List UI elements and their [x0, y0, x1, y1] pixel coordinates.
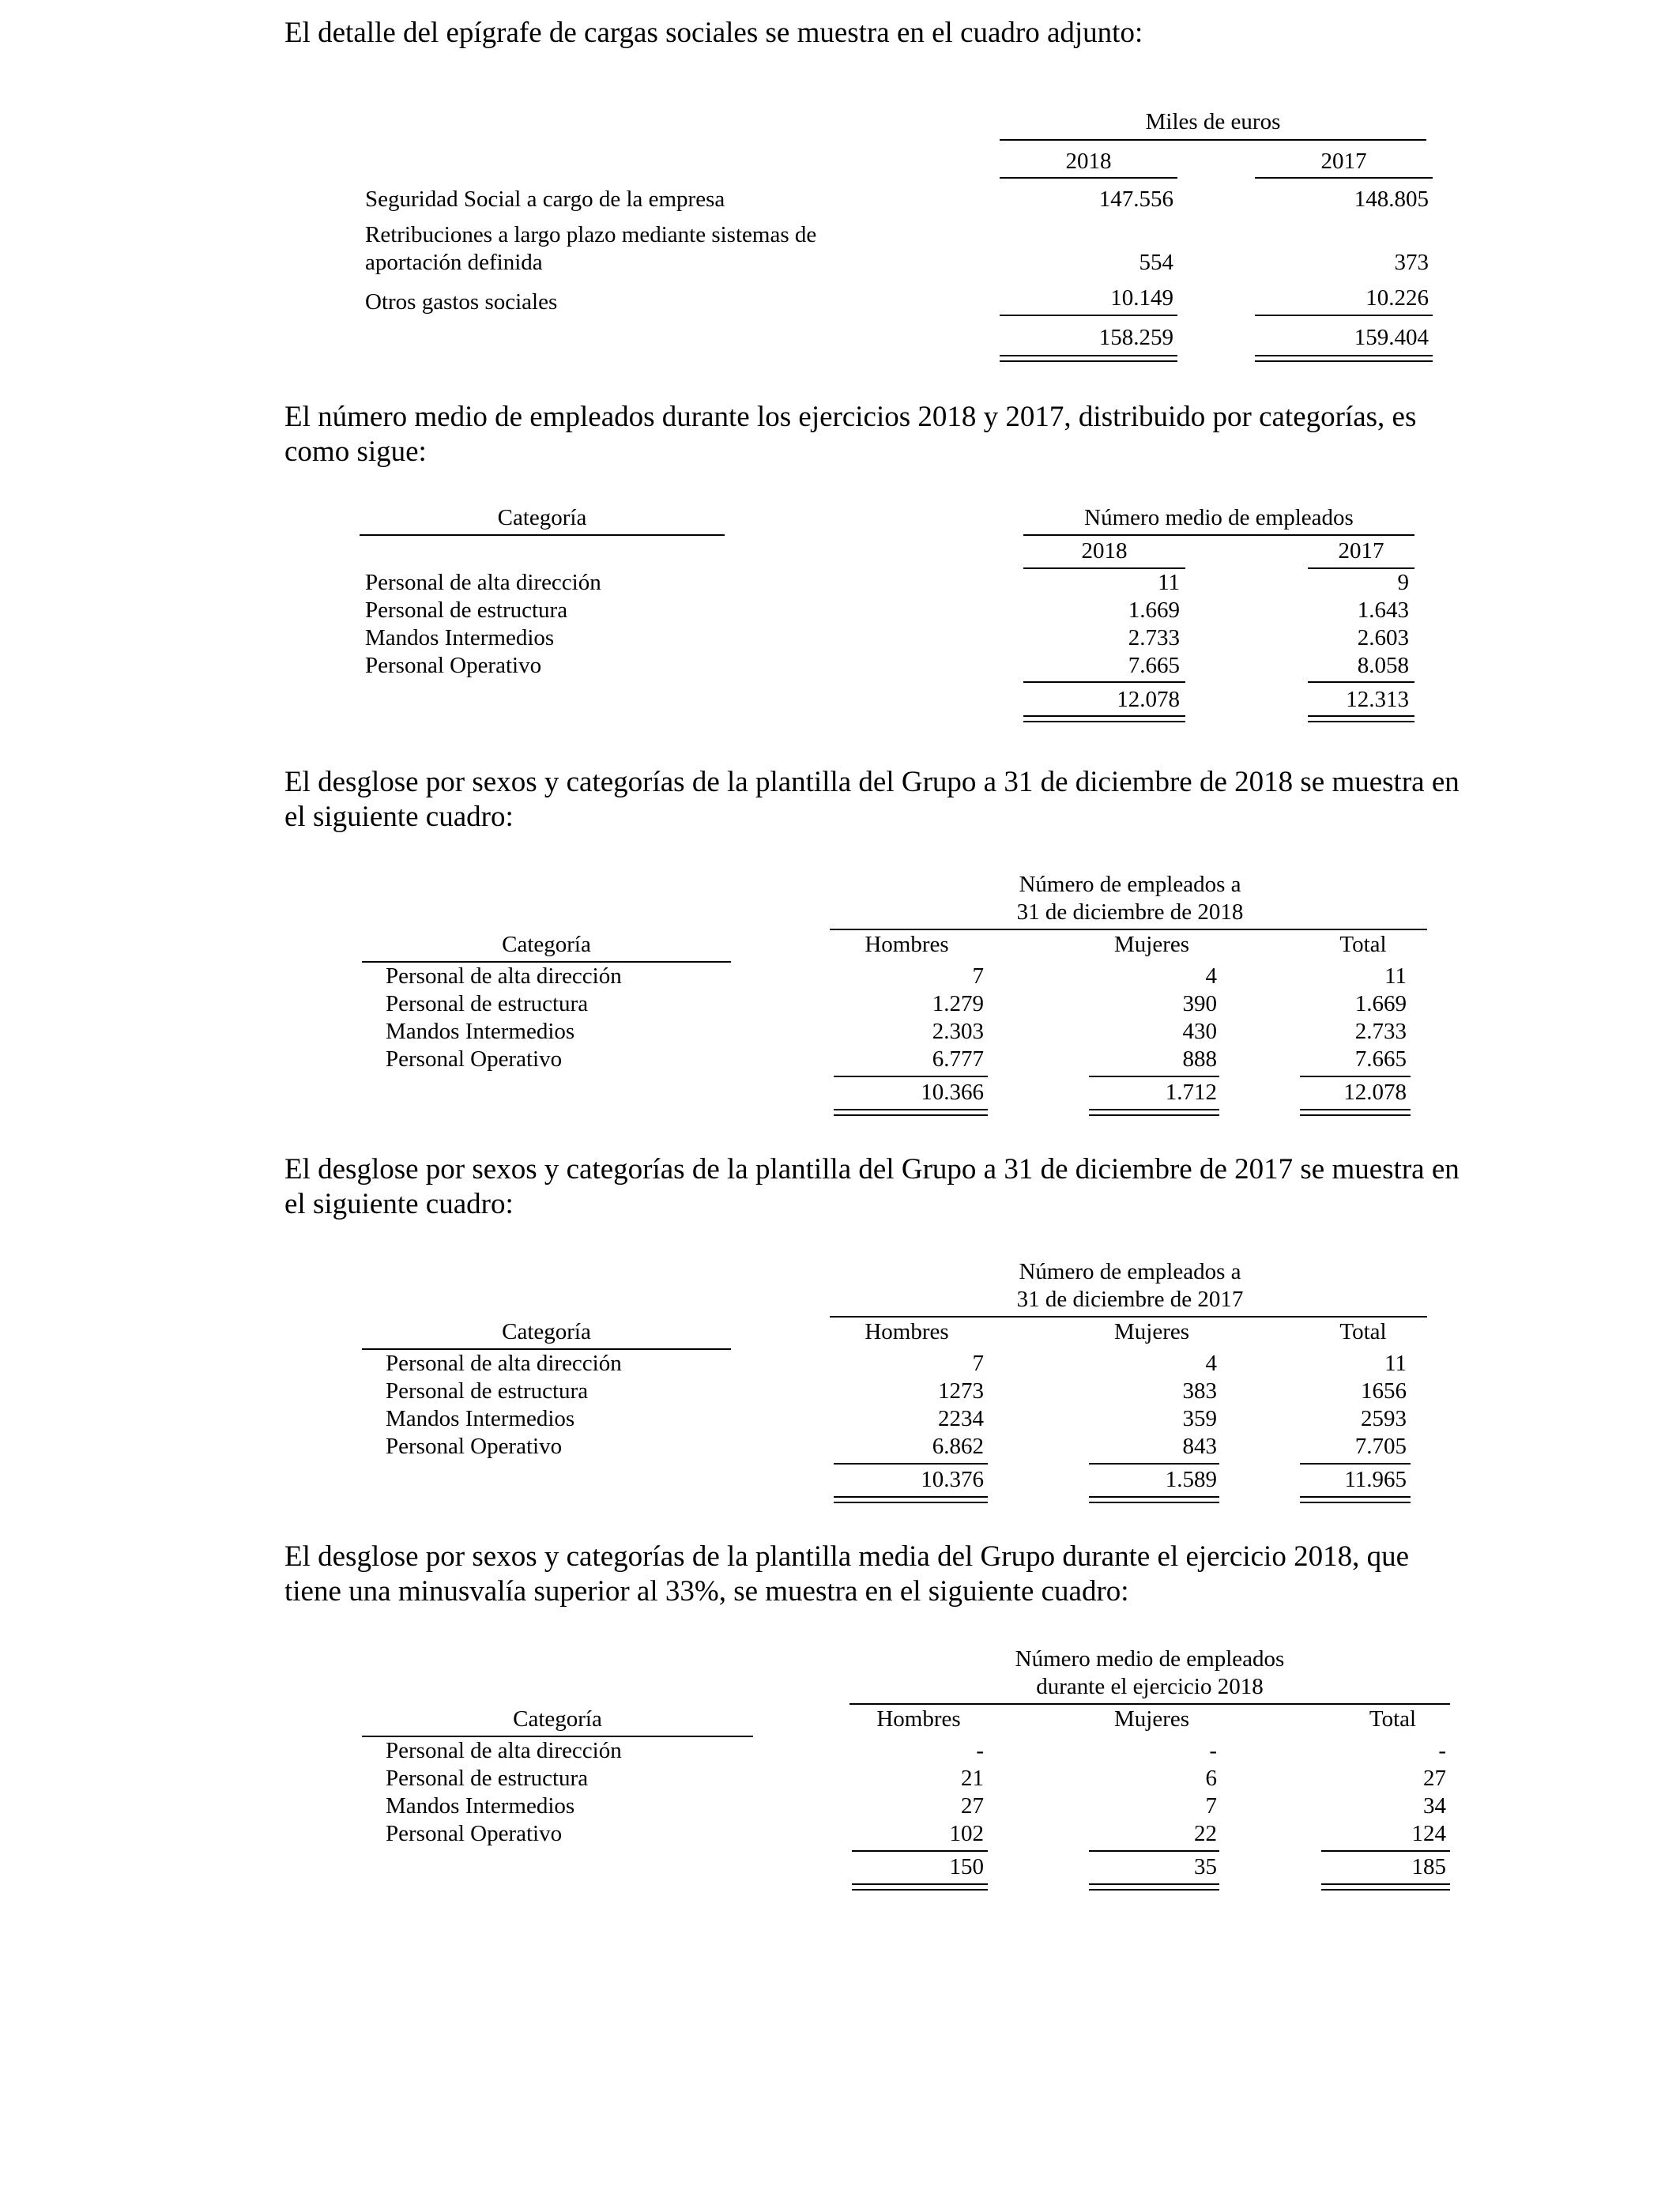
sexo2017-total-t: 11.965: [1344, 1467, 1407, 1492]
medio-col-2017: 2017: [1338, 538, 1384, 564]
minusvalia-group-header: Número medio de empleados: [1015, 1646, 1285, 1672]
minusvalia-row-h: 21: [961, 1766, 984, 1791]
minusvalia-h-hombres: Hombres: [876, 1706, 961, 1732]
sexo2018-row-h: 6.777: [932, 1046, 984, 1072]
sexo2017-group-rule: [830, 1316, 1427, 1318]
sexo2017-row-h: 6.862: [932, 1434, 984, 1459]
sexo2017-group-header: 31 de diciembre de 2017: [1016, 1287, 1244, 1312]
sexo2017-h-mujeres: Mujeres: [1113, 1319, 1190, 1344]
minusvalia-row-label: Personal de alta dirección: [386, 1738, 622, 1763]
minusvalia-row-m: -: [1209, 1738, 1217, 1763]
cargas-unit-header: Miles de euros: [1145, 109, 1281, 134]
sexo2017-total-double-rule: [834, 1496, 988, 1503]
minusvalia-h-mujeres: Mujeres: [1113, 1706, 1190, 1732]
minusvalia-group-rule: [849, 1703, 1450, 1705]
cargas-row-2018: 147.556: [1098, 187, 1173, 212]
cargas-row-2017: 373: [1394, 250, 1429, 275]
medio-row-2018: 11: [1158, 570, 1180, 595]
sexo2017-row-h: 2234: [938, 1406, 984, 1431]
sexo2018-row-h: 1.279: [932, 991, 984, 1016]
sexo2018-row-label: Personal de alta dirección: [386, 963, 622, 989]
cargas-total-2018: 158.259: [1098, 325, 1173, 350]
minusvalia-row-h: -: [976, 1738, 984, 1763]
sexo2018-total-h: 10.366: [921, 1080, 984, 1105]
minusvalia-row-t: -: [1438, 1738, 1446, 1763]
medio-row-2017: 1.643: [1357, 598, 1409, 623]
sexo2018-group-header: Número de empleados a: [1019, 872, 1241, 897]
sexo2018-row-h: 7: [972, 963, 984, 989]
medio-row-2018: 7.665: [1128, 653, 1180, 678]
sexo2017-subtotal-rule: [1089, 1463, 1219, 1465]
sexo2018-row-m: 430: [1182, 1019, 1217, 1044]
sexo2018-row-label: Mandos Intermedios: [386, 1019, 575, 1044]
sexo2018-row-m: 4: [1205, 963, 1217, 989]
sexo2017-row-h: 7: [972, 1351, 984, 1376]
sexo2017-h-total: Total: [1339, 1319, 1387, 1344]
sexo2017-row-label: Mandos Intermedios: [386, 1406, 575, 1431]
sexo2018-row-t: 11: [1384, 963, 1407, 989]
sexo2017-cat-header: Categoría: [502, 1319, 591, 1344]
minusvalia-total-double-rule: [1089, 1883, 1219, 1891]
cargas-row-2018: 554: [1139, 250, 1173, 275]
sexo2018-total-t: 12.078: [1343, 1080, 1407, 1105]
medio-total-double-rule: [1023, 715, 1185, 722]
sexo2017-row-label: Personal Operativo: [386, 1434, 563, 1459]
medio-total-2018: 12.078: [1117, 687, 1180, 712]
sexo2018-row-label: Personal de estructura: [386, 991, 589, 1016]
medio-total-2017: 12.313: [1346, 687, 1409, 712]
sexo2018-subtotal-rule: [1300, 1076, 1411, 1077]
sexo2018-row-m: 390: [1182, 991, 1217, 1016]
sexo2018-total-double-rule: [1300, 1109, 1411, 1116]
sexo2017-total-double-rule: [1300, 1496, 1411, 1503]
sexo2018-h-mujeres: Mujeres: [1113, 932, 1190, 957]
sexo2017-subtotal-rule: [834, 1463, 988, 1465]
sexo2018-h-hombres: Hombres: [864, 932, 949, 957]
medio-row-label: Mandos Intermedios: [365, 625, 555, 650]
medio-row-2018: 2.733: [1128, 625, 1180, 650]
sexo2017-row-m: 359: [1182, 1406, 1217, 1431]
minusvalia-cat-header: Categoría: [513, 1706, 602, 1732]
sexo2018-total-m: 1.712: [1165, 1080, 1217, 1105]
minusvalia-row-h: 27: [961, 1793, 984, 1819]
medio-row-label: Personal de alta dirección: [365, 570, 601, 595]
medio-cat-rule: [360, 534, 725, 536]
medio-group-header: Número medio de empleados: [1084, 505, 1354, 530]
cargas-total-double-rule: [1000, 355, 1177, 362]
medio-group-rule: [1023, 534, 1414, 536]
sexo2017-row-t: 7.705: [1354, 1434, 1407, 1459]
sexo2018-group-header: 31 de diciembre de 2018: [1016, 899, 1244, 925]
minusvalia-subtotal-rule: [852, 1850, 988, 1852]
medio-row-label: Personal Operativo: [365, 653, 542, 678]
cargas-row-label: Seguridad Social a cargo de la empresa: [365, 187, 725, 212]
medio-intro: El número medio de empleados durante los ejercicios 2018 y 2017, distribuido por categorías, es como sigue:: [284, 401, 1417, 468]
minusvalia-total-h: 150: [949, 1854, 984, 1879]
medio-cat-header: Categoría: [497, 505, 587, 530]
medio-row-2018: 1.669: [1128, 598, 1180, 623]
minusvalia-subtotal-rule: [1089, 1850, 1219, 1852]
minusvalia-subtotal-rule: [1321, 1850, 1450, 1852]
medio-col-2018: 2018: [1081, 538, 1128, 564]
minusvalia-total-double-rule: [1321, 1883, 1450, 1891]
cargas-subtotal-rule: [1255, 315, 1433, 316]
minusvalia-row-label: Mandos Intermedios: [386, 1793, 575, 1819]
sexo2017-row-t: 11: [1384, 1351, 1407, 1376]
sexo2018-cat-header: Categoría: [502, 932, 591, 957]
sexo2018-total-double-rule: [834, 1109, 988, 1116]
sexo2017-total-double-rule: [1089, 1496, 1219, 1503]
sexo2017-row-m: 4: [1205, 1351, 1217, 1376]
minusvalia-total-m: 35: [1194, 1854, 1217, 1879]
sexo2018-h-total: Total: [1339, 932, 1387, 957]
cargas-col-2018-rule: [1000, 177, 1177, 179]
medio-row-2017: 8.058: [1357, 653, 1409, 678]
cargas-col-2017: 2017: [1320, 149, 1367, 174]
sexo2018-row-h: 2.303: [932, 1019, 984, 1044]
sexo2017-total-h: 10.376: [921, 1467, 984, 1492]
sexo2017-row-m: 383: [1182, 1378, 1217, 1404]
sexo2018-intro: El desglose por sexos y categorías de la plantilla del Grupo a 31 de diciembre de 2018 se muestra en el siguiente cuadro:: [284, 766, 1460, 833]
sexo2017-h-hombres: Hombres: [864, 1319, 949, 1344]
sexo2018-row-t: 2.733: [1354, 1019, 1407, 1044]
minusvalia-row-m: 7: [1205, 1793, 1217, 1819]
sexo2017-intro: El desglose por sexos y categorías de la plantilla del Grupo a 31 de diciembre de 2017 se muestra en el siguiente cuadro:: [284, 1153, 1460, 1220]
sexo2017-total-m: 1.589: [1165, 1467, 1217, 1492]
sexo2018-row-label: Personal Operativo: [386, 1046, 563, 1072]
sexo2017-subtotal-rule: [1300, 1463, 1411, 1465]
minusvalia-row-m: 22: [1194, 1821, 1217, 1846]
minusvalia-row-label: Personal de estructura: [386, 1766, 589, 1791]
sexo2018-subtotal-rule: [834, 1076, 988, 1077]
medio-row-2017: 9: [1397, 570, 1409, 595]
sexo2018-total-double-rule: [1089, 1109, 1219, 1116]
cargas-total-2017: 159.404: [1354, 325, 1429, 350]
cargas-row-label: aportación definida: [365, 250, 543, 275]
medio-total-double-rule: [1308, 715, 1414, 722]
minusvalia-row-label: Personal Operativo: [386, 1821, 563, 1846]
minusvalia-row-h: 102: [949, 1821, 984, 1846]
cargas-row-2018: 10.149: [1110, 285, 1173, 311]
cargas-unit-rule: [1000, 139, 1426, 141]
minusvalia-row-m: 6: [1205, 1766, 1217, 1791]
sexo2018-group-rule: [830, 929, 1427, 930]
sexo2017-group-header: Número de empleados a: [1019, 1259, 1241, 1284]
sexo2018-row-t: 1.669: [1354, 991, 1407, 1016]
cargas-subtotal-rule: [1000, 315, 1177, 316]
minusvalia-row-t: 27: [1423, 1766, 1446, 1791]
sexo2017-row-h: 1273: [938, 1378, 984, 1404]
cargas-total-double-rule: [1255, 355, 1433, 362]
minusvalia-total-double-rule: [852, 1883, 988, 1891]
cargas-row-2017: 10.226: [1365, 285, 1429, 311]
cargas-col-2017-rule: [1255, 177, 1433, 179]
cargas-row-label: Otros gastos sociales: [365, 289, 558, 315]
sexo2018-subtotal-rule: [1089, 1076, 1219, 1077]
sexo2017-row-m: 843: [1182, 1434, 1217, 1459]
sexo2017-row-t: 2593: [1361, 1406, 1407, 1431]
cargas-row-2017: 148.805: [1354, 187, 1429, 212]
sexo2017-row-label: Personal de estructura: [386, 1378, 589, 1404]
sexo2018-row-m: 888: [1182, 1046, 1217, 1072]
minusvalia-intro: El desglose por sexos y categorías de la plantilla media del Grupo durante el ejercicio 2018, que tiene una minusvalía superior al 33%, se muestra en el siguiente cuadro:: [284, 1540, 1410, 1608]
medio-subtotal-rule: [1308, 681, 1414, 683]
sexo2018-row-t: 7.665: [1354, 1046, 1407, 1072]
medio-row-2017: 2.603: [1357, 625, 1409, 650]
cargas-intro: El detalle del epígrafe de cargas sociales se muestra en el cuadro adjunto:: [284, 17, 1143, 49]
medio-subtotal-rule: [1023, 681, 1185, 683]
cargas-row-label: Retribuciones a largo plazo mediante sistemas de: [365, 222, 817, 247]
sexo2017-row-label: Personal de alta dirección: [386, 1351, 622, 1376]
cargas-col-2018: 2018: [1065, 149, 1112, 174]
minusvalia-h-total: Total: [1369, 1706, 1417, 1732]
sexo2017-row-t: 1656: [1361, 1378, 1407, 1404]
minusvalia-total-t: 185: [1411, 1854, 1446, 1879]
minusvalia-row-t: 124: [1411, 1821, 1446, 1846]
minusvalia-row-t: 34: [1423, 1793, 1446, 1819]
medio-row-label: Personal de estructura: [365, 598, 568, 623]
minusvalia-group-header: durante el ejercicio 2018: [1036, 1674, 1264, 1699]
